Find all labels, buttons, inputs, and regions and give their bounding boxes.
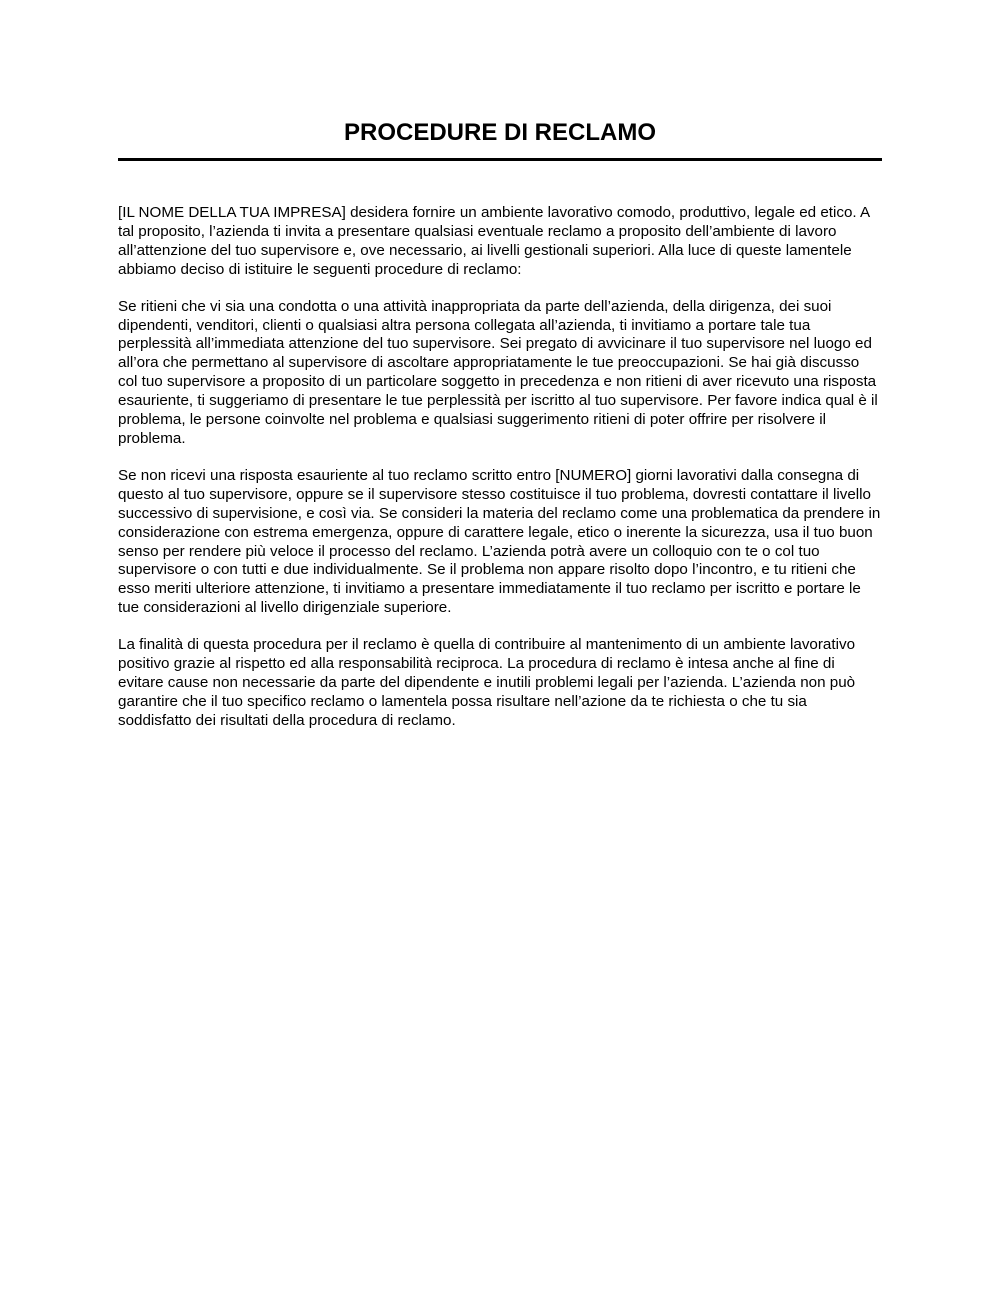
paragraph-escalation: Se non ricevi una risposta esauriente al tuo reclamo scritto entro [NUMERO] giorni lavorativi dalla consegna di questo al tuo supervisore, oppure se il supervisore stesso costituisce il tuo problema, dovresti contattare il livello successivo di supervisione, e così via. Se consideri la materia del reclamo come una problematica da prendere in considerazione con estrema emergenza, oppure di carattere legale, etico o inerente la sicurezza, usa il tuo buon senso per rendere più veloce il processo del reclamo. L’azienda potrà avere un colloquio con te o col tuo supervisore o con tutti e due individualmente. Se il problema non appare risolto dopo l’incontro, e tu ritieni che esso meriti ulteriore attenzione, ti invitiamo a presentare immediatamente il tuo reclamo per iscritto e portare le tue considerazioni al livello dirigenziale superiore. [118, 466, 881, 617]
title-divider [118, 158, 882, 161]
paragraph-intro: [IL NOME DELLA TUA IMPRESA] desidera fornire un ambiente lavorativo comodo, produttivo, legale ed etico. A tal proposito, l’azienda ti invita a presentare qualsiasi eventuale reclamo a proposito dell’ambiente di lavoro all’attenzione del tuo supervisore e, ove necessario, ai livelli gestionali superiori. Alla luce di queste lamentele abbiamo deciso di istituire le seguenti procedure di reclamo: [118, 204, 870, 278]
document-body [118, 204, 882, 749]
document-title: PROCEDURE DI RECLAMO [343, 119, 656, 146]
paragraph-supervisor: Se ritieni che vi sia una condotta o una attività inappropriata da parte dell’azienda, della dirigenza, dei suoi dipendenti, venditori, clienti o qualsiasi altra persona collegata all’azienda, ti invitiamo a portare tale tua perplessità all’immediata attenzione del tuo supervisore. Sei pregato di avvicinare il tuo supervisore nel luogo ed all’ora che permettano al supervisore di ascoltare appropriatamente le tue preoccupazioni. Se hai già discusso col tuo supervisore a proposito di un particolare soggetto in precedenza e non ritieni di aver ricevuto una risposta esauriente, ti suggeriamo di presentare le tue perplessità per iscritto al tuo supervisore. Per favore indica qual è il problema, le persone coinvolte nel problema e qualsiasi suggerimento ritieni di poter offrire per risolvere il problema. [118, 297, 878, 447]
paragraph-purpose: La finalità di questa procedura per il reclamo è quella di contribuire al mantenimento di un ambiente lavorativo positivo grazie al rispetto ed alla responsabilità reciproca. La procedura di reclamo è intesa anche al fine di evitare cause non necessarie da parte del dipendente e inutili problemi legali per l’azienda. L’azienda non può garantire che il tuo specifico reclamo o lamentela possa risultare nell’azione da te richiesta o che tu sia soddisfatto dei risultati della procedura di reclamo. [118, 636, 856, 729]
